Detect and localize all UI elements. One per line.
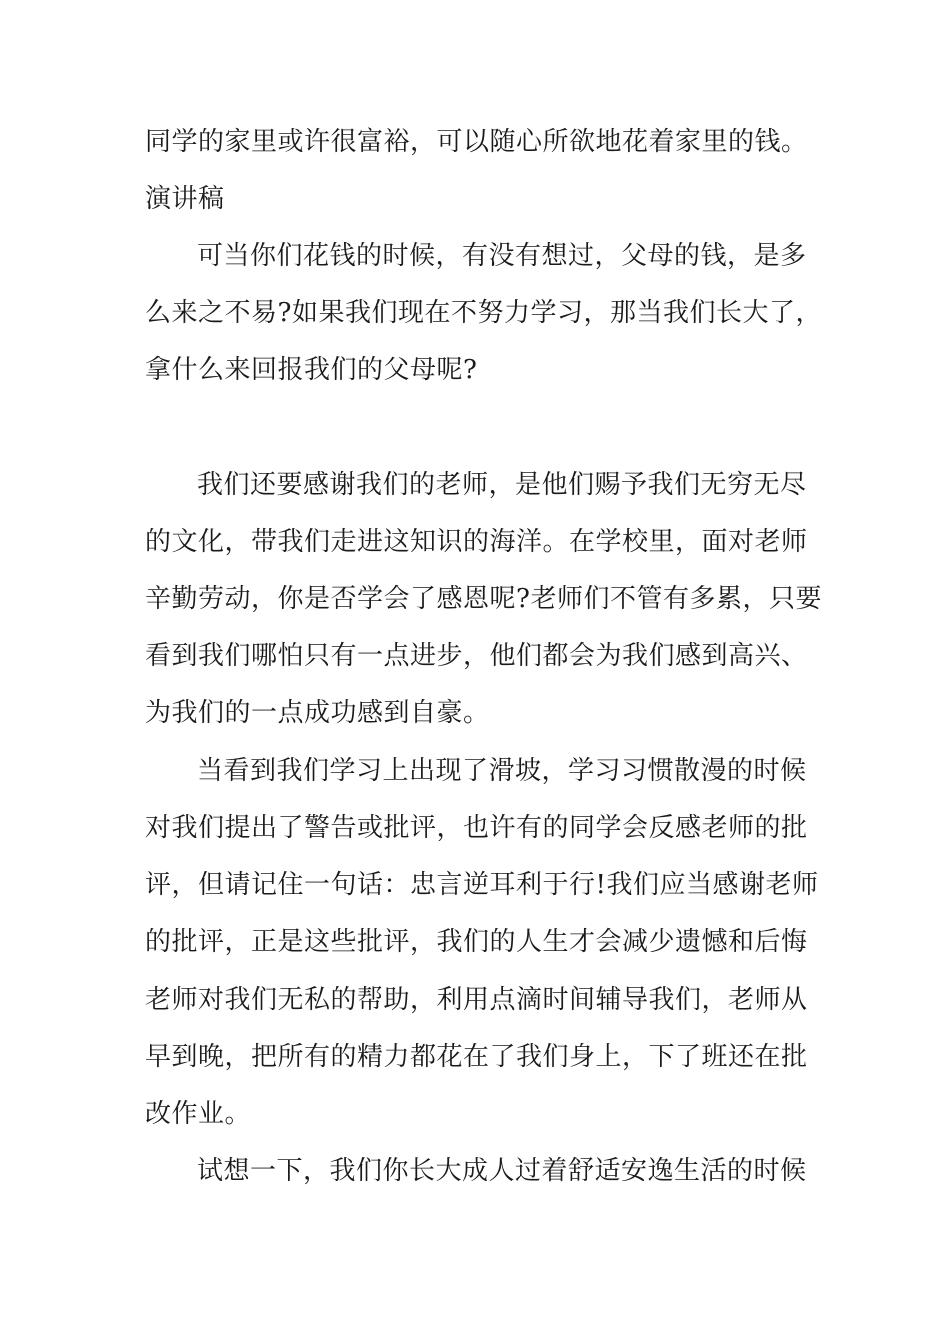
text-line: 早到晚，把所有的精力都花在了我们身上，下了班还在批	[145, 1042, 808, 1072]
text-line: 演讲稿	[145, 184, 225, 214]
text-line: 辛勤劳动，你是否学会了感恩呢?老师们不管有多累，只要	[145, 584, 822, 614]
text-line: 么来之不易?如果我们现在不努力学习，那当我们长大了，	[145, 298, 822, 328]
paragraph-start-line: 可当你们花钱的时候，有没有想过，父母的钱，是多	[197, 241, 807, 271]
text-line: 的文化，带我们走进这知识的海洋。在学校里，面对老师	[145, 527, 808, 557]
text-line: 看到我们哪怕只有一点进步，他们都会为我们感到高兴、	[145, 641, 808, 671]
text-line: 对我们提出了警告或批评，也许有的同学会反感老师的批	[145, 813, 808, 843]
text-line: 同学的家里或许很富裕，可以随心所欲地花着家里的钱。	[145, 127, 808, 157]
text-line: 的批评，正是这些批评，我们的人生才会减少遗憾和后悔	[145, 927, 808, 957]
paragraph-start-line: 我们还要感谢我们的老师，是他们赐予我们无穷无尽	[197, 470, 807, 500]
text-line: 改作业。	[145, 1099, 252, 1129]
paragraph-start-line: 试想一下，我们你长大成人过着舒适安逸生活的时候	[197, 1156, 807, 1186]
paragraph-start-line: 当看到我们学习上出现了滑坡，学习习惯散漫的时候	[197, 756, 807, 786]
text-line: 评，但请记住一句话：忠言逆耳利于行!我们应当感谢老师	[145, 870, 819, 900]
text-line: 拿什么来回报我们的父母呢?	[145, 355, 478, 385]
text-line: 为我们的一点成功感到自豪。	[145, 698, 490, 728]
text-line: 老师对我们无私的帮助，利用点滴时间辅导我们，老师从	[145, 985, 808, 1015]
